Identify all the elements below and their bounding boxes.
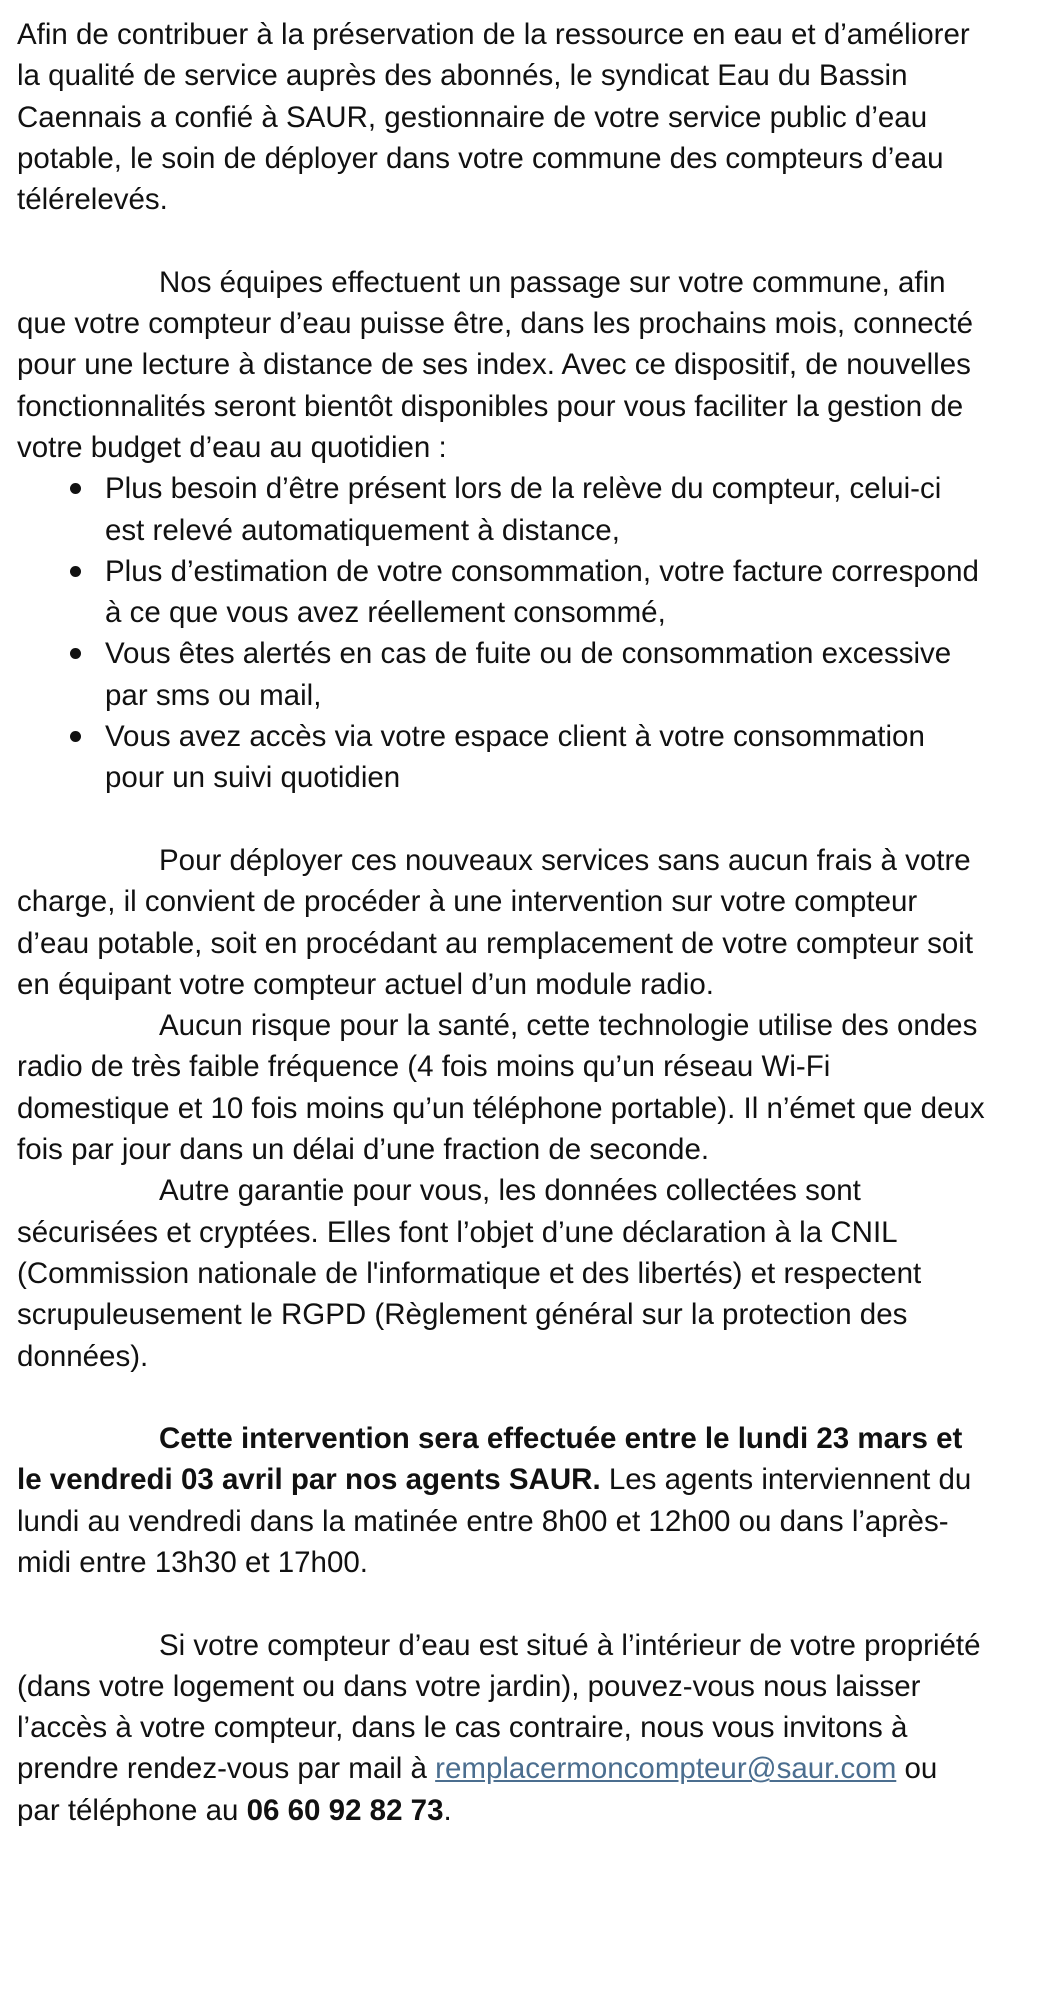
- contact-text-before: Si votre compteur d’eau est situé à l’intérieur de votre propriété (dans votre logement ou dans votre jardin), pouvez-vous nous laisser l’accès à votre compteur, dans le cas contraire, nous vous invitons à prendre rendez-vous par mail à: [17, 1628, 981, 1786]
- list-item: Vous avez accès via votre espace client à votre consommation pour un suivi quotidien: [105, 716, 988, 799]
- list-item: Plus d’estimation de votre consommation, votre facture correspond à ce que vous avez réellement consommé,: [105, 551, 988, 634]
- email-link[interactable]: remplacermoncompteur@saur.com: [435, 1752, 897, 1786]
- list-item: Vous êtes alertés en cas de fuite ou de consommation excessive par sms ou mail,: [105, 633, 988, 716]
- deploy-paragraph: Pour déployer ces nouveaux services sans aucun frais à votre charge, il convient de procéder à une intervention sur votre compteur d’eau potable, soit en procédant au remplacement de votre compteur soit en équipant votre compteur actuel d’un module radio.: [17, 843, 974, 1001]
- contact-text-middle: ou par téléphone au: [17, 1752, 938, 1827]
- paragraph-gap: [17, 220, 988, 261]
- schedule-dates-bold: Cette intervention sera effectuée entre le lundi 23 mars et le vendredi 03 avril par nos agents SAUR.: [17, 1422, 963, 1497]
- security-paragraph: Autre garantie pour vous, les données collectées sont sécurisées et cryptées. Elles font l’objet d’une déclaration à la CNIL (Commission nationale de l'informatique et des libertés) et respectent scrupuleusement le RGPD (Règlement général sur la protection des données).: [17, 1174, 922, 1373]
- health-paragraph: Aucun risque pour la santé, cette technologie utilise des ondes radio de très faible fréquence (4 fois moins qu’un réseau Wi-Fi domestique et 10 fois moins qu’un téléphone portable). Il n’émet que deux fois par jour dans un délai d’une fraction de seconde.: [17, 1009, 985, 1167]
- intro-paragraph: Afin de contribuer à la préservation de la ressource en eau et d’améliorer la qualité de service auprès des abonnés, le syndicat Eau du Bassin Caennais a confié à SAUR, gestionnaire de votre service public d’eau potable, le soin de déployer dans votre commune des compteurs d’eau télérelevés.: [17, 18, 970, 217]
- paragraph-gap: [17, 1583, 988, 1624]
- paragraph-gap: [17, 799, 988, 840]
- schedule-paragraph: [17, 1418, 988, 1583]
- contact-paragraph: [17, 1625, 988, 1831]
- passage-paragraph: Nos équipes effectuent un passage sur votre commune, afin que votre compteur d’eau puisse être, dans les prochains mois, connecté pour une lecture à distance de ses index. Avec ce dispositif, de nouvelles fonctionnalités seront bientôt disponibles pour vous faciliter la gestion de votre budget d’eau au quotidien :: [17, 265, 974, 464]
- schedule-hours-text: Les agents interviennent du lundi au vendredi dans la matinée entre 8h00 et 12h00 ou dans l’après-midi entre 13h30 et 17h00.: [17, 1463, 972, 1579]
- paragraph-gap: [17, 1377, 988, 1418]
- contact-text-after: .: [443, 1793, 452, 1827]
- list-item: Plus besoin d’être présent lors de la relève du compteur, celui-ci est relevé automatiquement à distance,: [105, 468, 988, 551]
- phone-number: 06 60 92 82 73: [246, 1793, 444, 1827]
- benefits-list: [17, 468, 988, 798]
